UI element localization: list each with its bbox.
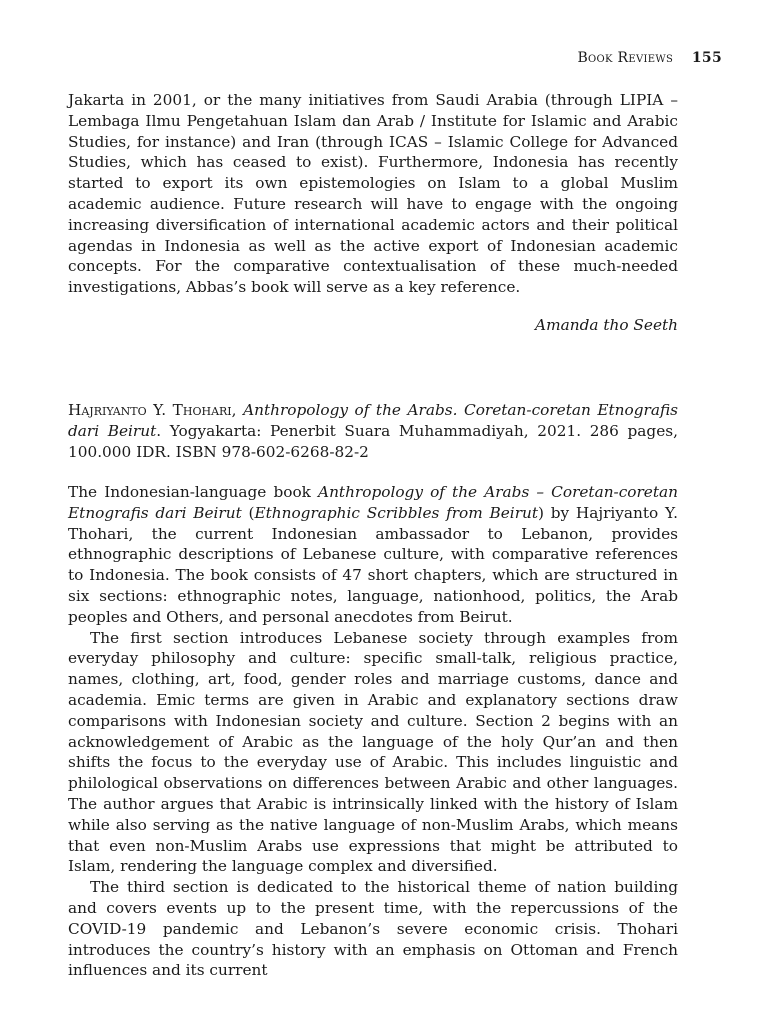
citation-details: . Yogyakarta: Penerbit Suara Muhammadiyah, 2021. 286 pages, 100.000 IDR. ISBN 978-602-6268-82-2	[68, 421, 678, 461]
citation-author: Hajriyanto Y. Thohari,	[68, 401, 237, 419]
review-paragraph-1	[68, 482, 678, 628]
p1-intro: The Indonesian-language book	[68, 483, 319, 501]
review-body	[68, 482, 678, 981]
p1-translated-title: Ethnographic Scribbles from Beirut	[254, 503, 539, 522]
closing-paragraph: Jakarta in 2001, or the many initiatives from Saudi Arabia (through LIPIA – Lembaga Ilmu Pengetahuan Islam dan Arab / Institute for Islamic and Arabic Studies, for instance) and Iran (through ICAS – Islamic College for Advanced Studies, which has ceased to exist). Furthermore, Indonesia has recently started to export its own epistemologies on Islam to a global Muslim academic audience. Future research will have to engage with the ongoing increasing diversification of international academic actors and their political agendas in Indonesia as well as the active export of Indonesian academic concepts. For the comparative contextualisation of these much-needed investigations, Abbas’s book will serve as a key reference.	[68, 91, 678, 297]
reviewer-signature: Amanda tho Seeth	[535, 316, 678, 334]
book-citation	[68, 400, 678, 462]
review-paragraph-2: The first section introduces Lebanese society through examples from everyday philosophy and culture: specific small-talk, religious practice, names, clothing, art, food, gender roles and marriage customs, dance and academia. Emic terms are given in Arabic and explanatory sections draw comparisons with Indonesian society and culture. Section 2 begins with an acknowledgement of Arabic as the language of the holy Qur’an and then shifts the focus to the everyday use of Arabic. This includes linguistic and philological observations on differences between Arabic and other languages. The author argues that Arabic is intrinsically linked with the history of Islam while also serving as the native language of non-Muslim Arabs, which means that even non-Muslim Arabs use expressions that might be attributed to Islam, rendering the language complex and diversified.	[68, 628, 678, 876]
page-number: 155	[691, 50, 722, 66]
p1-mid: (	[241, 503, 255, 522]
previous-review-conclusion	[68, 90, 678, 298]
running-head-section: Book Reviews	[577, 50, 674, 66]
review-paragraph-3: The third section is dedicated to the historical theme of nation building and covers events up to the present time, with the repercussions of the COVID-19 pandemic and Lebanon’s severe economic crisis. Thohari introduces the country’s history with an emphasis on Ottoman and French influences and its current	[68, 878, 678, 980]
p1-rest: ) by Hajriyanto Y. Thohari, the current Indonesian ambassador to Lebanon, provides ethnographic descriptions of Lebanese culture, with comparative references to Indonesia. The book consists of 47 short chapters, which are structured in six sections: ethnographic notes, language, nationhood, politics, the Arab peoples and Others, and personal anecdotes from Beirut.	[68, 503, 678, 626]
citation-title: Anthropology of the Arabs. Coretan-coretan Etnografis dari Beirut	[68, 401, 678, 440]
running-head	[577, 50, 722, 66]
p1-book-title: Anthropology of the Arabs – Coretan-coretan Etnografis dari Beirut	[68, 483, 678, 522]
